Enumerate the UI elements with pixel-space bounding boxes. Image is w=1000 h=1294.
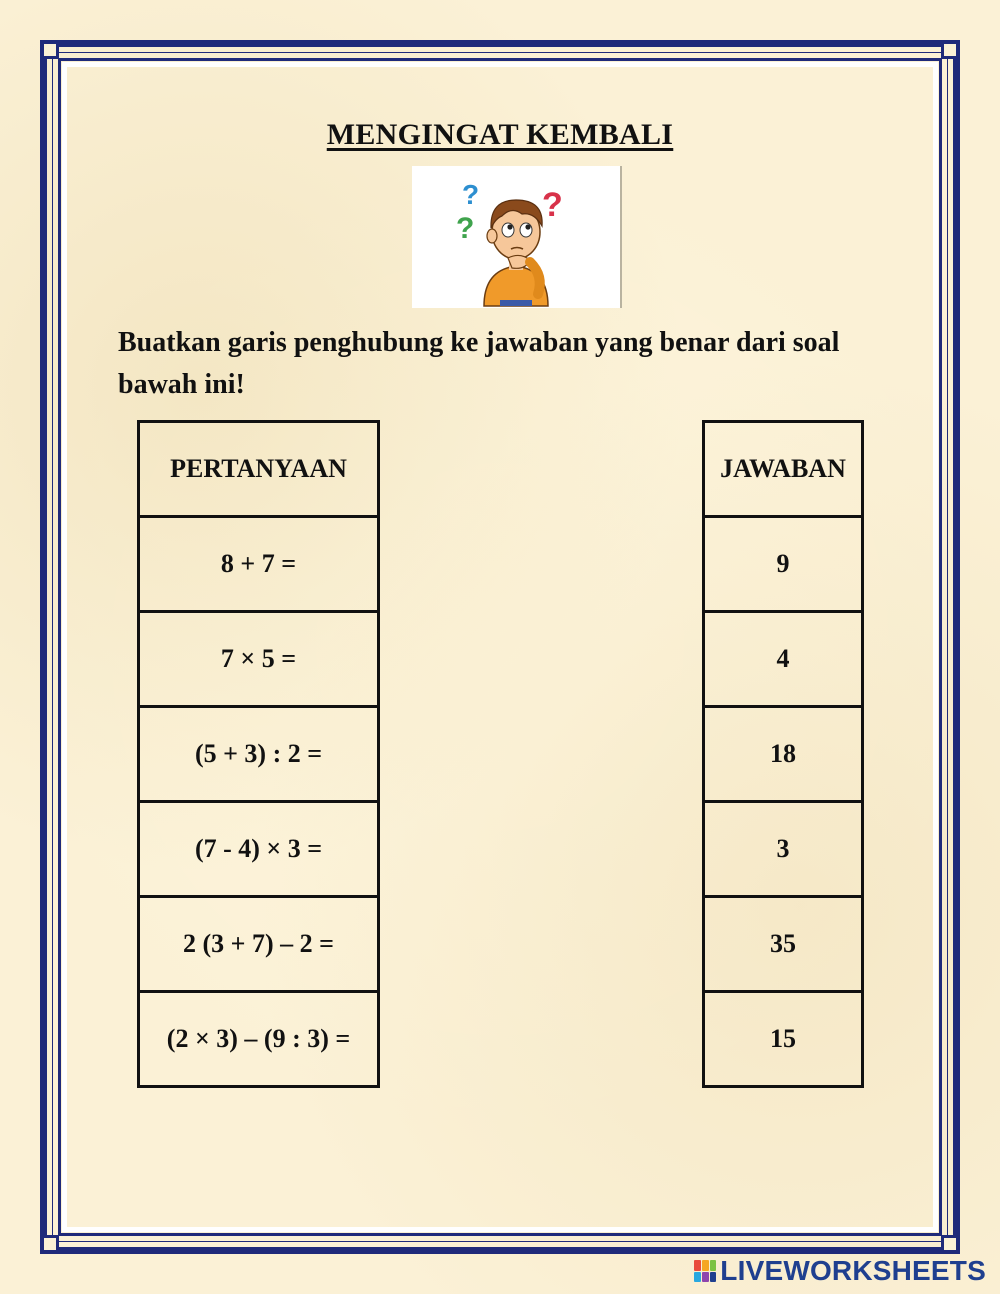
answer-item[interactable]: 9: [704, 517, 863, 612]
questions-table: [137, 420, 380, 1088]
border-corner-ornament: [41, 41, 59, 59]
page-title: MENGINGAT KEMBALI: [326, 118, 674, 151]
answers-table: [702, 420, 864, 1088]
thinking-boy-illustration: [412, 166, 622, 308]
answer-item[interactable]: 15: [704, 992, 863, 1087]
liveworksheets-logo-icon: [694, 1260, 716, 1282]
answer-item[interactable]: 3: [704, 802, 863, 897]
question-item[interactable]: (7 - 4) × 3 =: [139, 802, 379, 897]
liveworksheets-brand[interactable]: [694, 1256, 986, 1286]
answer-item[interactable]: 4: [704, 612, 863, 707]
svg-text:?: ?: [456, 212, 475, 245]
question-item[interactable]: 7 × 5 =: [139, 612, 379, 707]
instruction-text: Buatkan garis penghubung ke jawaban yang benar dari soal bawah ini!: [118, 327, 840, 400]
border-corner-ornament: [941, 1235, 959, 1253]
thinking-boy-icon: [412, 166, 620, 308]
question-item[interactable]: 2 (3 + 7) – 2 =: [139, 897, 379, 992]
question-item[interactable]: 8 + 7 =: [139, 517, 379, 612]
brand-name: LIVEWORKSHEETS: [720, 1255, 986, 1286]
border-corner-ornament: [941, 41, 959, 59]
border-corner-ornament: [41, 1235, 59, 1253]
answer-item[interactable]: 35: [704, 897, 863, 992]
questions-header: PERTANYAAN: [139, 422, 379, 517]
answer-item[interactable]: 18: [704, 707, 863, 802]
svg-text:?: ?: [542, 186, 563, 224]
question-item[interactable]: (5 + 3) : 2 =: [139, 707, 379, 802]
answers-header: JAWABAN: [704, 422, 863, 517]
question-item[interactable]: (2 × 3) – (9 : 3) =: [139, 992, 379, 1087]
svg-text:?: ?: [462, 179, 480, 210]
